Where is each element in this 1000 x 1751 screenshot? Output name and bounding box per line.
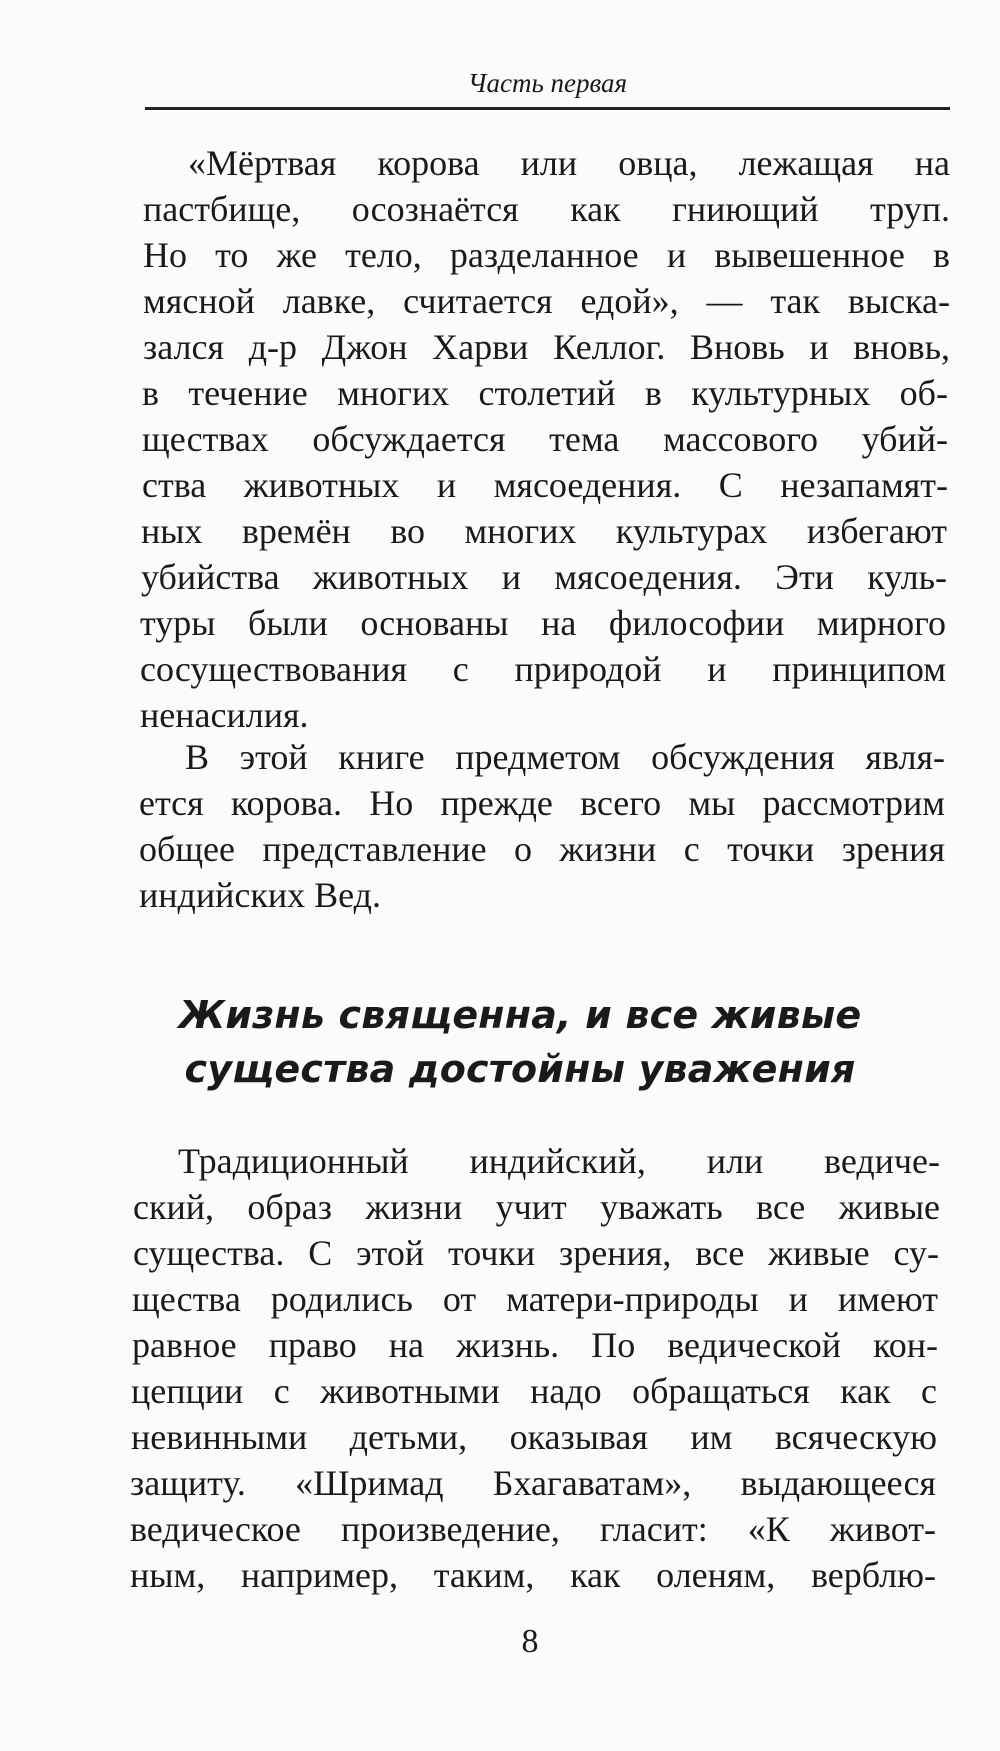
text-line: «Мёртвая корова или овца, лежащая на <box>188 143 950 183</box>
text-line: ным, например, таким, как оленям, верблю- <box>130 1555 936 1595</box>
running-header: Часть первая <box>467 68 628 98</box>
text-line: цепции с животными надо обращаться как с <box>131 1371 937 1411</box>
text-line: В этой книге предметом обсуждения явля- <box>185 737 945 777</box>
page-number: 8 <box>521 1623 539 1660</box>
heading-line: Жизнь священна, и все живые <box>178 993 862 1037</box>
text-line: Но то же тело, разделанное и вывешенное в <box>143 235 950 275</box>
text-line: зался д-р Джон Харви Келлог. Вновь и вновь, <box>143 327 950 367</box>
heading-line: существа достойны уважения <box>184 1047 856 1091</box>
text-line: равное право на жизнь. По ведической кон- <box>132 1325 938 1365</box>
text-line: ется корова. Но прежде всего мы рассмотрим <box>139 783 945 823</box>
text-line: общее представление о жизни с точки зрения <box>139 829 945 869</box>
text-line: ных времён во многих культурах избегают <box>141 511 947 551</box>
text-line: в течение многих столетий в культурных об- <box>142 373 948 413</box>
text-line: существа. С этой точки зрения, все живые су- <box>133 1233 939 1273</box>
text-line: убийства животных и мясоедения. Эти куль- <box>141 557 947 597</box>
text-line: пастбище, осознаётся как гниющий труп. <box>143 189 950 229</box>
text-line: туры были основаны на философии мирного <box>140 603 946 643</box>
text-line: невинными детьми, оказывая им всяческую <box>131 1417 937 1457</box>
text-line: щества родились от матери-природы и имеют <box>132 1279 938 1319</box>
text-line: Традиционный индийский, или ведиче- <box>178 1141 940 1181</box>
text-line: индийских Вед. <box>139 875 381 915</box>
text-line: ский, образ жизни учит уважать все живые <box>133 1187 940 1227</box>
text-line: мясной лавке, считается едой», — так выска- <box>143 281 950 321</box>
text-line: ведическое произведение, гласит: «К живот- <box>130 1509 936 1549</box>
text-line: ненасилия. <box>140 695 309 735</box>
text-line: ства животных и мясоедения. С незапамят- <box>142 465 948 505</box>
header-rule <box>145 107 950 110</box>
text-line: защиту. «Шримад Бхагаватам», выдающееся <box>130 1463 936 1503</box>
text-line: ществах обсуждается тема массового убий- <box>142 419 948 459</box>
text-line: сосуществования с природой и принципом <box>140 649 946 689</box>
